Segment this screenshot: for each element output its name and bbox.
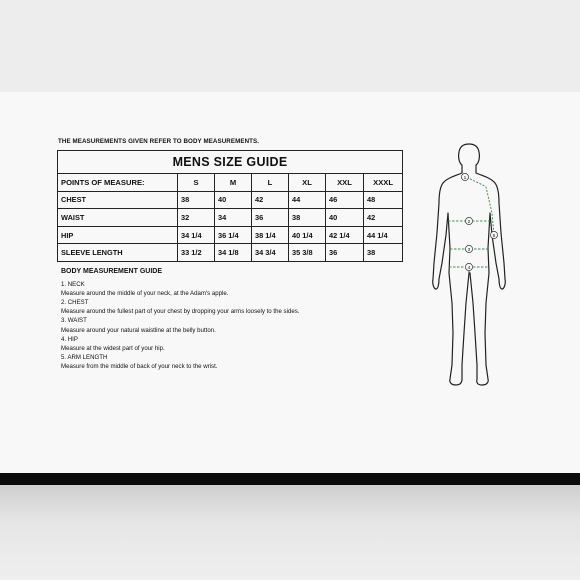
table-cell: 40 — [326, 209, 364, 227]
guide-title: BODY MEASUREMENT GUIDE — [61, 268, 162, 275]
body-measurement-figure-icon — [428, 143, 510, 393]
marker-neck-number: 1 — [463, 175, 467, 181]
table-cell: 33 1/2 — [178, 244, 215, 262]
table-cell: 36 1/4 — [215, 226, 252, 244]
table-row-hip — [58, 226, 403, 244]
guide-item-waist-text: Measure around your natural waistline at the belly button. — [61, 326, 216, 334]
table-cell: 44 — [289, 191, 326, 209]
guide-item-hip-text: Measure at the widest part of your hip. — [61, 344, 165, 352]
table-cell: 44 1/4 — [364, 226, 403, 244]
table-cell: 34 1/4 — [178, 226, 215, 244]
marker-hip-number: 4 — [467, 265, 471, 271]
guide-item-arm-length-label: 5. ARM LENGTH — [61, 353, 108, 361]
table-cell: 34 — [215, 209, 252, 227]
header-size-m: M — [215, 174, 252, 192]
guide-item-chest-text: Measure around the fullest part of your chest by dropping your arms loosely to the sides. — [61, 308, 300, 316]
table-cell: 42 — [252, 191, 289, 209]
table-row-sleeve-length — [58, 244, 403, 262]
header-size-xl: XL — [289, 174, 326, 192]
guide-item-arm-length-text: Measure from the middle of back of your neck to the wrist. — [61, 362, 218, 370]
body-measurement-guide — [61, 267, 341, 371]
header-size-l: L — [252, 174, 289, 192]
row-label: SLEEVE LENGTH — [58, 244, 178, 262]
row-label: WAIST — [58, 209, 178, 227]
table-cell: 38 — [364, 244, 403, 262]
table-cell: 48 — [364, 191, 403, 209]
row-label: HIP — [58, 226, 178, 244]
measurement-note: THE MEASUREMENTS GIVEN REFER TO BODY MEASUREMENTS. — [58, 138, 260, 145]
table-cell: 38 — [178, 191, 215, 209]
table-row-waist — [58, 209, 403, 227]
header-size-xxl: XXL — [326, 174, 364, 192]
table-cell: 38 — [289, 209, 326, 227]
mens-size-table — [57, 150, 403, 262]
size-table-title: MENS SIZE GUIDE — [58, 151, 403, 174]
table-cell: 36 — [252, 209, 289, 227]
table-cell: 35 3/8 — [289, 244, 326, 262]
marker-chest-number: 2 — [467, 219, 471, 225]
marker-waist-number: 3 — [467, 247, 471, 253]
guide-item-neck-label: 1. NECK — [61, 281, 85, 289]
table-cell: 34 3/4 — [252, 244, 289, 262]
table-cell: 42 — [364, 209, 403, 227]
table-cell: 40 1/4 — [289, 226, 326, 244]
table-cell: 34 1/8 — [215, 244, 252, 262]
top-background-band — [0, 0, 580, 92]
table-cell: 46 — [326, 191, 364, 209]
table-cell: 40 — [215, 191, 252, 209]
table-row-chest — [58, 191, 403, 209]
guide-item-waist-label: 3. WAIST — [61, 317, 87, 325]
table-cell: 38 1/4 — [252, 226, 289, 244]
guide-item-hip-label: 4. HIP — [61, 335, 78, 343]
black-divider-band — [0, 473, 580, 485]
header-size-s: S — [178, 174, 215, 192]
header-points-of-measure: POINTS OF MEASURE: — [58, 174, 178, 192]
header-size-xxxl: XXXL — [364, 174, 403, 192]
row-label: CHEST — [58, 191, 178, 209]
table-cell: 32 — [178, 209, 215, 227]
guide-item-chest-label: 2. CHEST — [61, 299, 89, 307]
marker-arm-number: 5 — [492, 233, 496, 239]
guide-item-neck-text: Measure around the middle of your neck, at the Adam's apple. — [61, 290, 229, 298]
table-cell: 42 1/4 — [326, 226, 364, 244]
table-cell: 36 — [326, 244, 364, 262]
bottom-background-band — [0, 485, 580, 580]
